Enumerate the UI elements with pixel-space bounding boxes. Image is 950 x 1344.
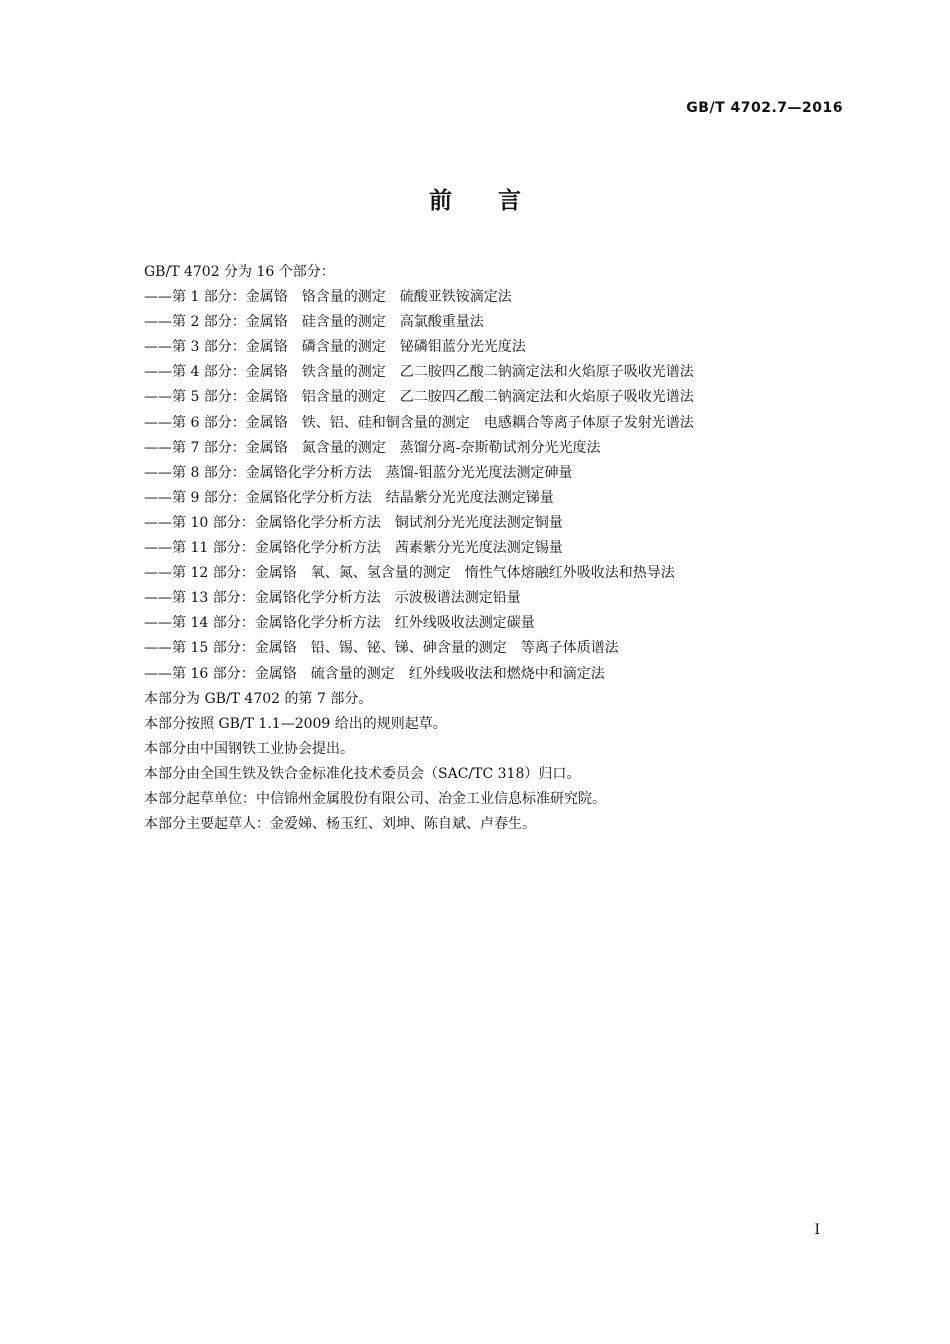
page-title: 前言: [429, 188, 567, 214]
part-item: ——第 13 部分：金属铬化学分析方法 示波极谱法测定铅量: [144, 590, 521, 607]
part-item: ——第 14 部分：金属铬化学分析方法 红外线吸收法测定碳量: [144, 615, 535, 632]
part-item: ——第 6 部分：金属铬 铁、铝、硅和铜含量的测定 电感耦合等离子体原子发射光谱法: [144, 414, 694, 431]
standard-code: GB/T 4702.7—2016: [686, 100, 843, 116]
statement-part-number: 本部分为 GB/T 4702 的第 7 部分。: [144, 690, 373, 707]
statement-proposer: 本部分由中国钢铁工业协会提出。: [144, 740, 354, 757]
part-item: ——第 11 部分：金属铬化学分析方法 茜素紫分光光度法测定锡量: [144, 540, 563, 557]
statement-committee: 本部分由全国生铁及铁合金标准化技术委员会（SAC/TC 318）归口。: [144, 765, 581, 782]
foreword-body: [144, 260, 824, 837]
part-item: ——第 1 部分：金属铬 铬含量的测定 硫酸亚铁铵滴定法: [144, 289, 512, 306]
part-item: ——第 8 部分：金属铬化学分析方法 蒸馏-钼蓝分光光度法测定砷量: [144, 464, 573, 481]
part-item: ——第 15 部分：金属铬 铅、锡、铋、锑、砷含量的测定 等离子体质谱法: [144, 640, 619, 657]
part-item: ——第 7 部分：金属铬 氮含量的测定 蒸馏分离-奈斯勒试剂分光光度法: [144, 439, 601, 456]
statement-drafting-units: 本部分起草单位：中信锦州金属股份有限公司、冶金工业信息标准研究院。: [144, 790, 606, 807]
part-item: ——第 5 部分：金属铬 铝含量的测定 乙二胺四乙酸二钠滴定法和火焰原子吸收光谱法: [144, 389, 694, 406]
statement-drafting-rules: 本部分按照 GB/T 1.1—2009 给出的规则起草。: [144, 715, 447, 732]
part-item: ——第 3 部分：金属铬 磷含量的测定 铋磷钼蓝分光光度法: [144, 339, 526, 356]
part-item: ——第 10 部分：金属铬化学分析方法 铜试剂分光光度法测定铜量: [144, 514, 563, 531]
part-item: ——第 4 部分：金属铬 铁含量的测定 乙二胺四乙酸二钠滴定法和火焰原子吸收光谱法: [144, 364, 694, 381]
part-item: ——第 16 部分：金属铬 硫含量的测定 红外线吸收法和燃烧中和滴定法: [144, 665, 605, 682]
part-item: ——第 12 部分：金属铬 氧、氮、氢含量的测定 惰性气体熔融红外吸收法和热导法: [144, 565, 675, 582]
part-item: ——第 9 部分：金属铬化学分析方法 结晶紫分光光度法测定锑量: [144, 489, 554, 506]
statement-drafters: 本部分主要起草人：金爱娣、杨玉红、刘坤、陈自斌、卢春生。: [144, 816, 536, 833]
page-number: I: [814, 1222, 820, 1238]
intro-text: GB/T 4702 分为 16 个部分：: [144, 264, 335, 280]
part-item: ——第 2 部分：金属铬 硅含量的测定 高氯酸重量法: [144, 314, 484, 331]
